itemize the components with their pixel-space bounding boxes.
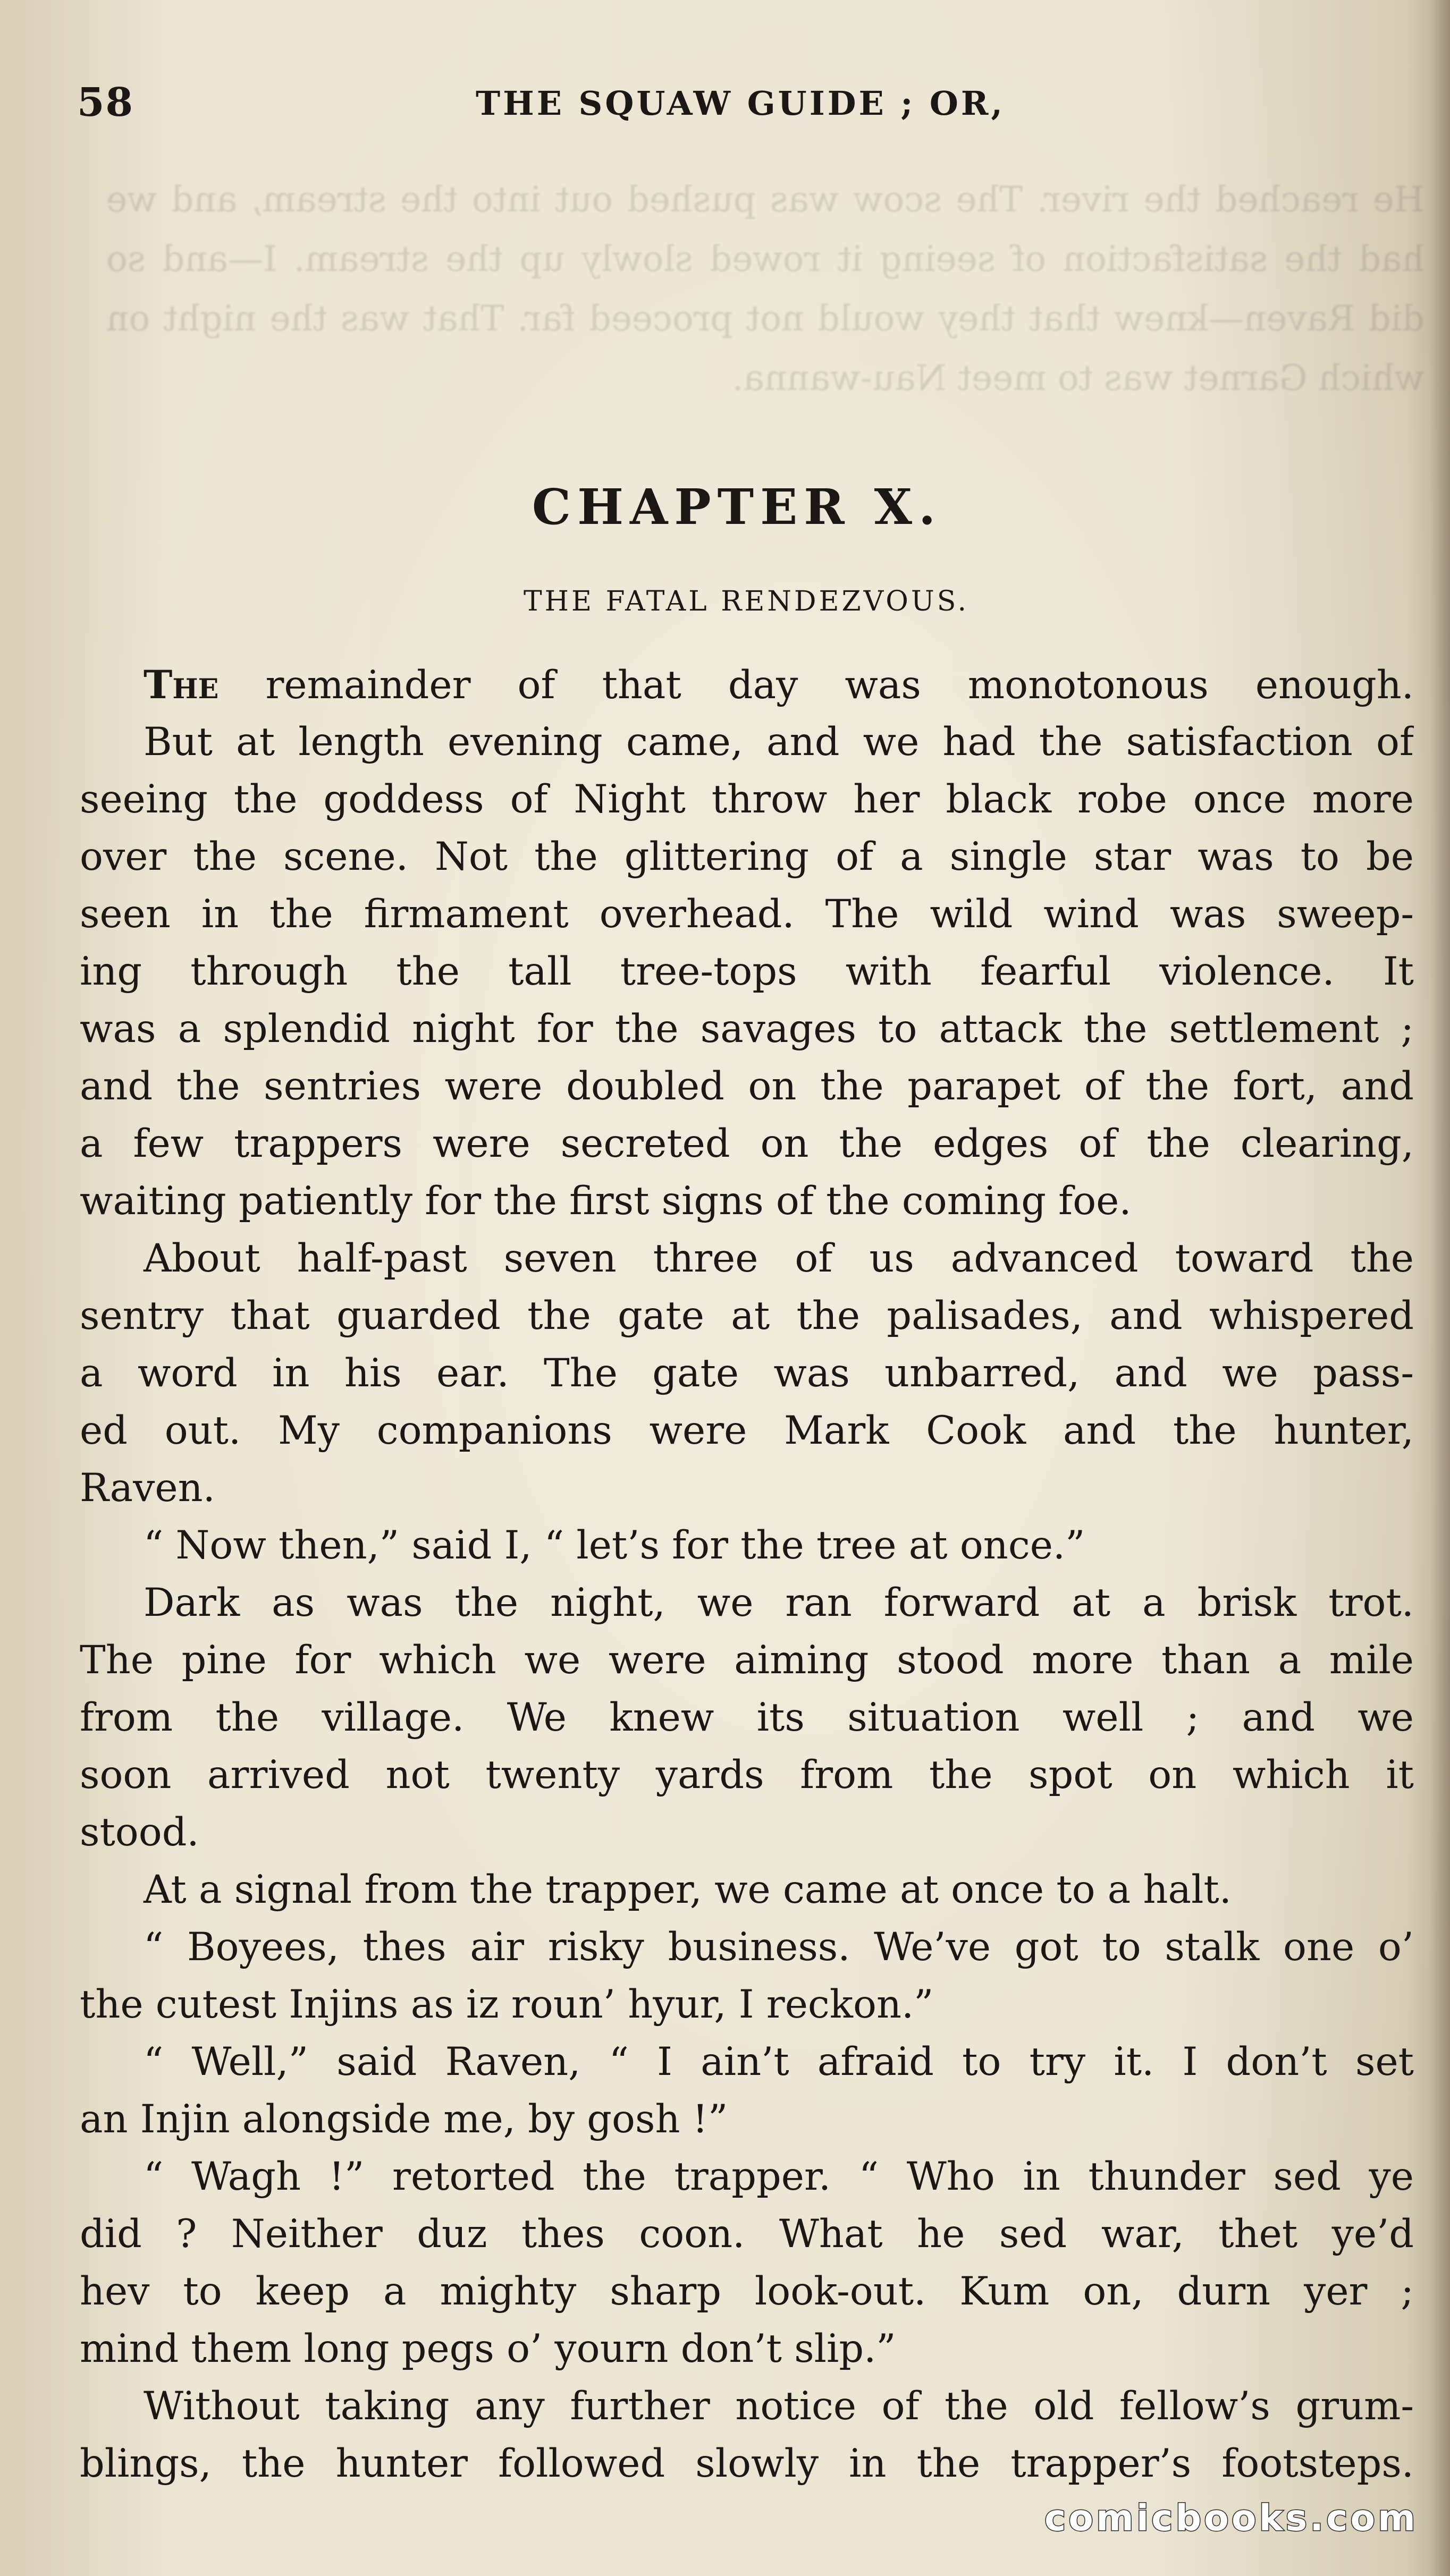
text-line: and the sentries were doubled on the parapet of the fort, and bbox=[80, 1064, 1414, 1109]
text-line: blings, the hunter followed slowly in the trapper’s footsteps. bbox=[80, 2441, 1414, 2486]
chapter-subtitle: THE FATAL RENDEZVOUS. bbox=[523, 586, 970, 617]
text-line: from the village. We knew its situation well ; and we bbox=[80, 1695, 1414, 1740]
text-line: The pine for which we were aiming stood more than a mile bbox=[80, 1638, 1414, 1683]
text-line: hev to keep a mighty sharp look-out. Kum on, durn yer ; bbox=[80, 2269, 1414, 2314]
page-number: 58 bbox=[77, 80, 134, 125]
text-line: a few trappers were secreted on the edges of the clearing, bbox=[80, 1121, 1414, 1166]
text-line: “ Boyees, thes air risky business. We’ve got to stalk one o’ bbox=[144, 1925, 1414, 1970]
text-line bbox=[80, 656, 1414, 714]
text-line: seeing the goddess of Night throw her black robe once more bbox=[80, 777, 1414, 822]
text-line: About half-past seven three of us advanced toward the bbox=[144, 1236, 1414, 1281]
text-line: Dark as was the night, we ran forward at a brisk trot. bbox=[144, 1580, 1414, 1625]
text-line: At a signal from the trapper, we came at once to a halt. bbox=[144, 1867, 1232, 1912]
text-line: mind them long pegs o’ yourn don’t slip.” bbox=[80, 2326, 896, 2371]
text-line: did ? Neither duz thes coon. What he sed war, thet ye’d bbox=[80, 2211, 1414, 2257]
text-line: ed out. My companions were Mark Cook and the hunter, bbox=[80, 1408, 1414, 1453]
first-line-rest: remainder of that day was monotonous enough. bbox=[265, 663, 1414, 708]
text-line: sentry that guarded the gate at the palisades, and whispered bbox=[80, 1293, 1414, 1338]
text-line: waiting patiently for the first signs of the coming foe. bbox=[80, 1179, 1132, 1224]
body-text bbox=[80, 656, 1414, 2493]
page-edge-shadow bbox=[1430, 0, 1450, 2576]
first-word: The bbox=[144, 662, 219, 708]
running-title: THE SQUAW GUIDE ; OR, bbox=[476, 84, 1005, 123]
text-line: soon arrived not twenty yards from the spot on which it bbox=[80, 1752, 1414, 1798]
text-line: But at length evening came, and we had the satisfaction of bbox=[144, 719, 1414, 765]
text-line: Raven. bbox=[80, 1465, 215, 1511]
text-line: over the scene. Not the glittering of a single star was to be bbox=[80, 834, 1414, 879]
text-line: “ Wagh !” retorted the trapper. “ Who in thunder sed ye bbox=[144, 2154, 1414, 2199]
text-line: was a splendid night for the savages to attack the settlement ; bbox=[80, 1006, 1414, 1052]
text-line: the cutest Injins as iz roun’ hyur, I reckon.” bbox=[80, 1982, 934, 2027]
text-line: an Injin alongside me, by gosh !” bbox=[80, 2097, 728, 2142]
text-line: ing through the tall tree-tops with fearful violence. It bbox=[80, 949, 1414, 994]
text-line: “ Well,” said Raven, “ I ain’t afraid to try it. I don’t set bbox=[144, 2039, 1414, 2084]
page-header bbox=[77, 80, 1427, 138]
text-line: stood. bbox=[80, 1810, 199, 1855]
chapter-heading: CHAPTER X. bbox=[532, 478, 942, 536]
text-line: Without taking any further notice of the old fellow’s grum- bbox=[144, 2384, 1414, 2429]
text-line: “ Now then,” said I, “ let’s for the tree at once.” bbox=[144, 1523, 1085, 1568]
watermark-logo: comicbooks.com bbox=[1044, 2497, 1418, 2539]
text-line: a word in his ear. The gate was unbarred, and we pass- bbox=[80, 1351, 1414, 1396]
bleed-through-text: He reached the river. The scow was pushed out into the stream, and we had the satisfaction of seeing it rowed slowly up the stream. I—and so did Raven—knew that they would not proceed far. That was the night on which Garnet was to meet Nau-wanna. bbox=[95, 179, 1424, 399]
text-line: seen in the firmament overhead. The wild wind was sweep- bbox=[80, 892, 1414, 937]
